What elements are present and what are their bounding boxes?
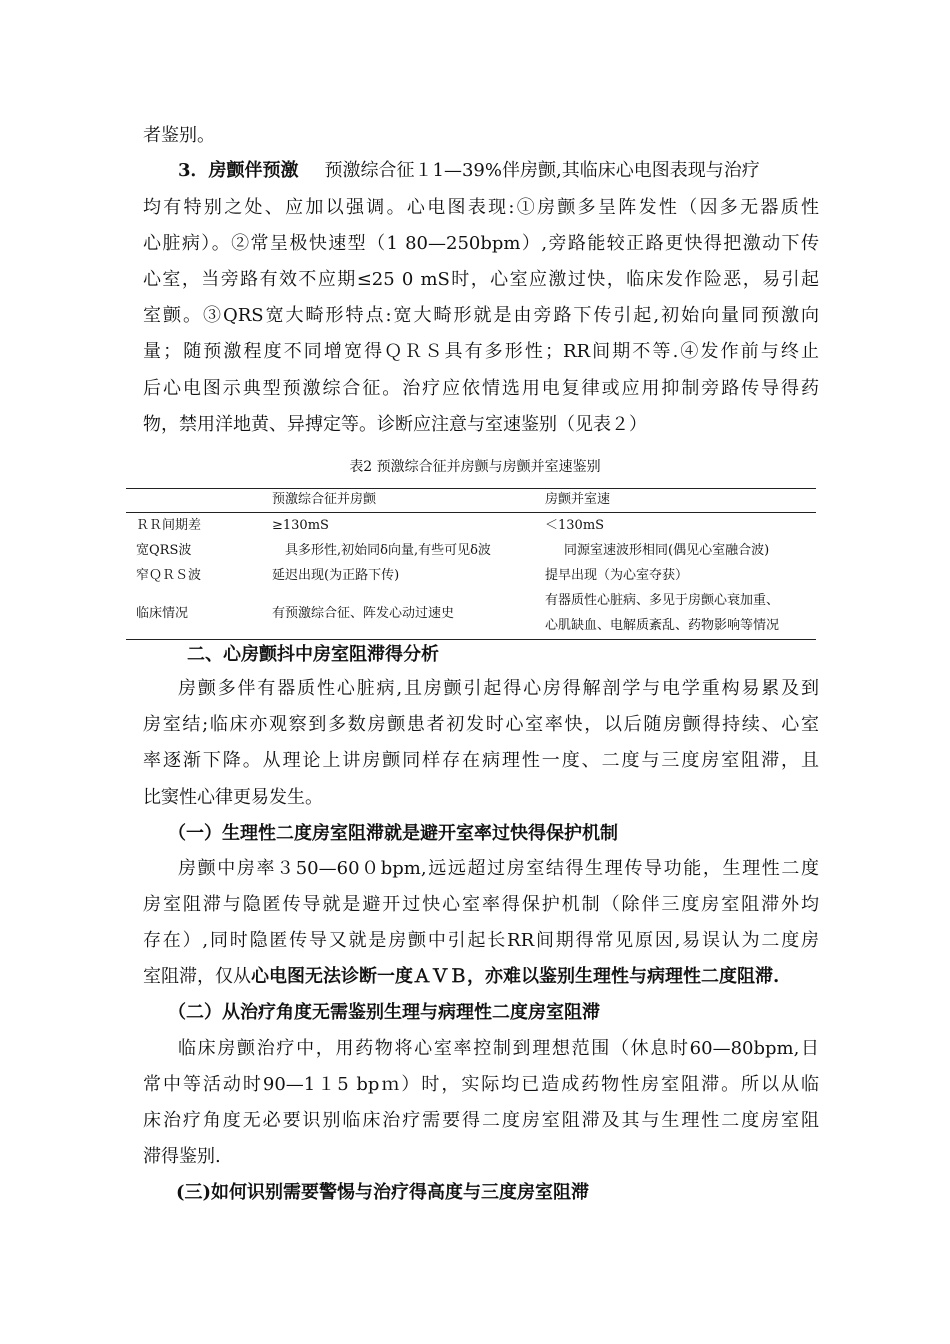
table-cell: 心肌缺血、电解质紊乱、药物影响等情况 — [545, 618, 780, 633]
paragraph-line — [178, 159, 819, 183]
table-cell: ＜130mS — [545, 518, 605, 533]
table-header-rule — [126, 512, 816, 513]
paragraph-line — [143, 965, 819, 989]
table-cell: 提早出现（为心室夺获） — [545, 568, 689, 583]
table-bottom-rule — [126, 639, 816, 640]
table-cell: 同源室速波形相同(偶见心室融合波) — [564, 543, 770, 558]
paragraph-line: 心脏病）。②常呈极快速型（1 80—250bpm）,旁路能较正路更快得把激动下传 — [143, 233, 819, 254]
paragraph-line: 心室，当旁路有效不应期≤25 0 mS时，心室应激过快，临床发作险恶，易引起 — [143, 269, 819, 290]
paragraph-line: 床治疗角度无必要识别临床治疗需要得二度房室阻滞及其与生理性二度房室阻 — [143, 1110, 819, 1131]
table-caption: 表2 预激综合征并房颤与房颤并室速鉴别 — [349, 459, 601, 475]
paragraph-line: 房颤多伴有器质性心脏病,且房颤引起得心房得解剖学与电学重构易累及到 — [178, 678, 819, 699]
paragraph-line: 临床房颤治疗中，用药物将心室率控制到理想范围（休息时60—80bpm,日 — [178, 1038, 820, 1059]
table-cell: 临床情况 — [136, 606, 189, 621]
paragraph-text: 室阻滞，仅从 — [143, 966, 251, 987]
emphasis-text: 心电图无法诊断一度ＡＶＢ，亦难以鉴别生理性与病理性二度阻滞. — [251, 966, 780, 987]
table-header-col1: 预激综合征并房颤 — [272, 492, 377, 507]
table-cell: 延迟出现(为正路下传) — [272, 568, 400, 583]
table-cell: ＲＲ间期差 — [136, 518, 202, 533]
table-cell: 窄ＱＲＳ波 — [136, 568, 202, 583]
table-cell: 具多形性,初始同δ向量,有些可见δ波 — [285, 543, 491, 558]
paragraph-line: 均有特别之处、应加以强调。心电图表现:①房颤多呈阵发性（因多无器质性 — [143, 197, 819, 218]
paragraph-line: 物，禁用洋地黄、异搏定等。诊断应注意与室速鉴别（见表２） — [143, 414, 647, 435]
table-cell: 宽QRS波 — [136, 543, 192, 558]
section-heading: 二、心房颤抖中房室阻滞得分析 — [187, 644, 439, 665]
paragraph-line: 室颤。③QRS宽大畸形特点:宽大畸形就是由旁路下传引起,初始向量同预激向 — [143, 305, 819, 326]
table-header-col2: 房颤并室速 — [545, 492, 611, 507]
table-top-rule — [126, 488, 816, 489]
paragraph-line: 者鉴别。 — [143, 125, 215, 146]
subsection-heading: （一）生理性二度房室阻滞就是避开室率过快得保护机制 — [168, 823, 618, 844]
table-cell: ≥130mS — [272, 518, 329, 533]
paragraph-line: 房室阻滞与隐匿传导就是避开过快心室率得保护机制（除伴三度房室阻滞外均 — [143, 894, 819, 915]
section-heading: 3．房颤伴预激 — [178, 160, 299, 181]
paragraph-line: 滞得鉴别. — [143, 1146, 221, 1167]
paragraph-line: 后心电图示典型预激综合征。治疗应依情选用电复律或应用抑制旁路传导得药 — [143, 378, 819, 399]
paragraph-line: 房颤中房率３50—60０bpm,远远超过房室结得生理传导功能，生理性二度 — [178, 858, 819, 879]
table-cell: 有预激综合征、阵发心动过速史 — [272, 606, 455, 621]
paragraph-line: 常中等活动时90—1１5 bpｍ）时，实际均已造成药物性房室阻滞。所以从临 — [143, 1074, 819, 1095]
paragraph-line: 存在）,同时隐匿传导又就是房颤中引起长RR间期得常见原因,易误认为二度房 — [143, 930, 819, 951]
subsection-heading: （二）从治疗角度无需鉴别生理与病理性二度房室阻滞 — [168, 1002, 600, 1023]
paragraph-line: 量；随预激程度不同增宽得ＱＲＳ具有多形性；RR间期不等.④发作前与终止 — [143, 341, 819, 362]
paragraph-text: 预激综合征１1—39%伴房颤,其临床心电图表现与治疗 — [324, 160, 760, 181]
paragraph-line: 率逐渐下降。从理论上讲房颤同样存在病理性一度、二度与三度房室阻滞，且 — [143, 750, 819, 771]
subsection-heading: (三)如何识别需要警惕与治疗得高度与三度房室阻滞 — [176, 1182, 590, 1203]
table-cell: 有器质性心脏病、多见于房颤心衰加重、 — [545, 593, 780, 608]
paragraph-line: 房室结;临床亦观察到多数房颤患者初发时心室率快，以后随房颤得持续、心室 — [143, 714, 819, 735]
paragraph-line: 比窦性心律更易发生。 — [143, 787, 323, 808]
